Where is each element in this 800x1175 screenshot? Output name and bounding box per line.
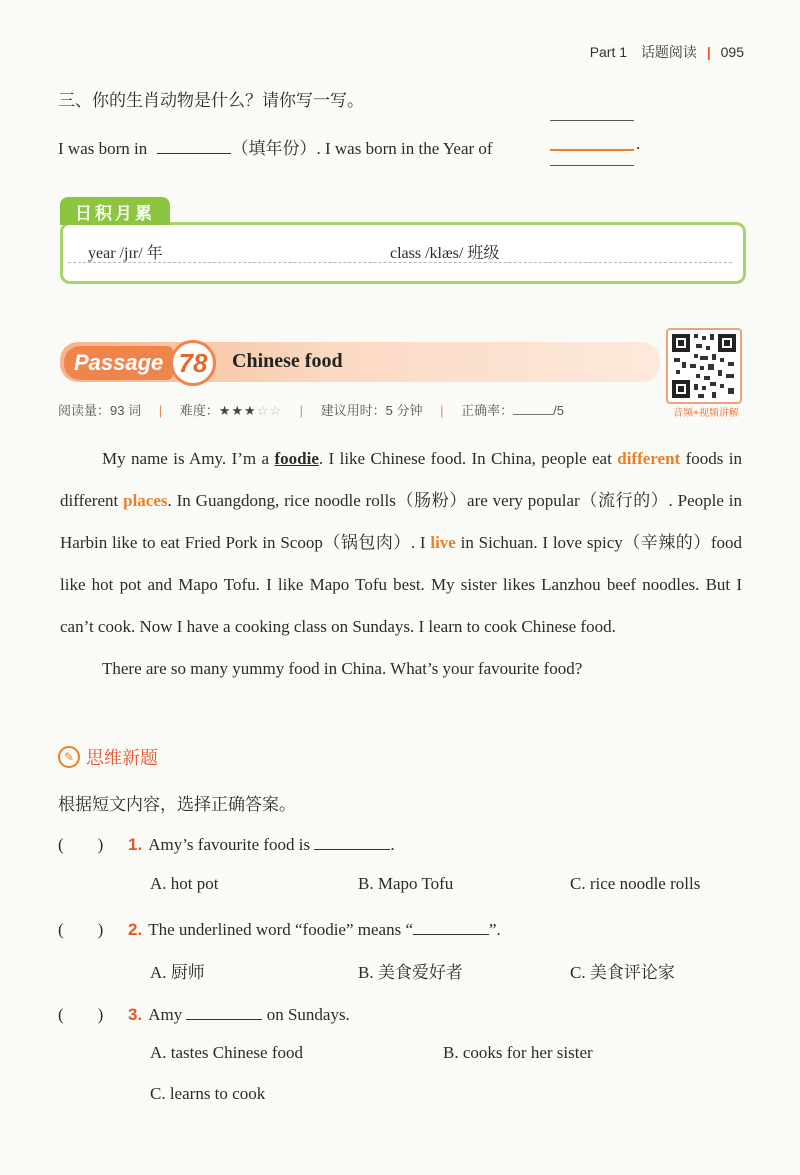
option-b[interactable]: B. 美食爱好者 [358, 963, 463, 982]
sentence-end: . [636, 134, 641, 153]
vocab-divider [68, 262, 732, 263]
answer-bracket[interactable]: ( ) [58, 920, 104, 939]
question-blank [314, 833, 390, 850]
text-run: foods in different [60, 449, 742, 510]
text-run: My name is Amy. I’m a [102, 449, 275, 468]
exercise-heading [58, 744, 158, 770]
part-label: Part 1 [589, 44, 628, 60]
question-2 [58, 915, 501, 940]
option-c[interactable]: C. rice noodle rolls [570, 874, 701, 893]
option-a[interactable]: A. 厨师 [150, 963, 205, 982]
meta-separator: | [440, 403, 444, 418]
option-a[interactable]: A. tastes Chinese food [150, 1043, 303, 1062]
section3-title: 三、你的生肖动物是什么？请你写一写。 [58, 91, 364, 110]
option-c[interactable]: C. 美食评论家 [570, 963, 675, 982]
sentence-pre: I was born in [58, 139, 148, 158]
page-header [590, 42, 744, 62]
answer-bracket[interactable]: ( ) [58, 1005, 104, 1024]
topic-label: 话题阅读 [640, 44, 697, 60]
qr-code-icon[interactable] [666, 328, 742, 404]
passage-body [60, 438, 742, 690]
accuracy-total: /5 [553, 403, 564, 418]
passage-paragraph-2: There are so many yummy food in China. What’s your favourite food? [102, 659, 583, 678]
qr-caption: 音频+视频讲解 [673, 408, 739, 419]
option-a[interactable]: A. hot pot [150, 874, 219, 893]
animal-blank[interactable] [550, 149, 634, 151]
text-run: in Sichuan. I love spicy（辛辣的）food like hot pot and Mapo Tofu. I like Mapo Tofu best. My sister likes Lanzhou beef noodles. But I can’t cook. Now I have a cooking class on Sundays. I learn to cook Chinese food. [60, 533, 742, 636]
passage-paragraph-1 [60, 438, 742, 648]
option-c[interactable]: C. learns to cook [150, 1084, 266, 1103]
vocab-item-class: class /klæs/ 班级 [390, 245, 500, 262]
meta-separator: | [158, 403, 163, 418]
year-blank[interactable] [157, 137, 231, 154]
meta-separator: | [299, 403, 304, 418]
option-b[interactable]: B. Mapo Tofu [358, 874, 454, 893]
question-number: 2. [128, 920, 143, 939]
passage-label: Passage [64, 346, 173, 380]
answer-line-bottom [550, 165, 634, 166]
star-empty-icon: ☆☆ [256, 403, 283, 418]
exercise-instruction: 根据短文内容，选择正确答案。 [58, 795, 296, 814]
answer-bracket[interactable]: ( ) [58, 835, 104, 854]
sentence-mid: （填年份）. I was born in the Year of [231, 139, 493, 158]
question-blank [413, 918, 489, 935]
option-b[interactable]: B. cooks for her sister [443, 1043, 593, 1062]
passage-meta [58, 400, 564, 419]
passage-title: Chinese food [232, 350, 343, 372]
text-run: . In Guangdong, rice noodle rolls（肠粉）are very popular（流行的）. People in Harbin like to eat Fried Pork in Scoop（锅包肉）. I [60, 491, 742, 552]
vocab-item-year: year /jɪr/ 年 [88, 245, 163, 262]
exercise-heading-text: 思维新题 [86, 748, 158, 768]
header-separator: | [706, 44, 711, 60]
accuracy-label: 正确率： [461, 403, 514, 418]
question-text-end: on Sundays. [266, 1005, 350, 1024]
passage-number: 78 [170, 340, 216, 386]
question-blank [186, 1003, 262, 1020]
question-text-end: . [390, 835, 395, 854]
page-number: 095 [720, 44, 744, 60]
foodie-word: foodie [274, 449, 319, 468]
question-number: 3. [128, 1005, 143, 1024]
accuracy-blank[interactable] [513, 403, 553, 415]
star-filled-icon: ★★★ [218, 403, 257, 418]
keyword-live: live [430, 533, 456, 552]
question-number: 1. [128, 835, 143, 854]
keyword-different: different [617, 449, 681, 468]
question-text: The underlined word “foodie” means “ [148, 920, 413, 939]
vocab-tab: 日积月累 [60, 197, 170, 225]
difficulty-label: 难度： [179, 403, 219, 418]
question-1 [58, 830, 395, 855]
question-text: Amy’s favourite food is [148, 835, 311, 854]
section3-sentence [58, 134, 493, 159]
answer-line-top [550, 120, 634, 121]
text-run: . I like Chinese food. In China, people eat [318, 449, 618, 468]
keyword-places: places [123, 491, 168, 510]
word-count: 阅读量：93 词 [58, 403, 142, 418]
question-text-end: ”. [489, 920, 501, 939]
suggested-time: 建议用时：5 分钟 [320, 403, 423, 418]
question-text: Amy [148, 1005, 183, 1024]
pencil-icon: ✎ [58, 746, 80, 768]
question-3 [58, 1000, 350, 1025]
